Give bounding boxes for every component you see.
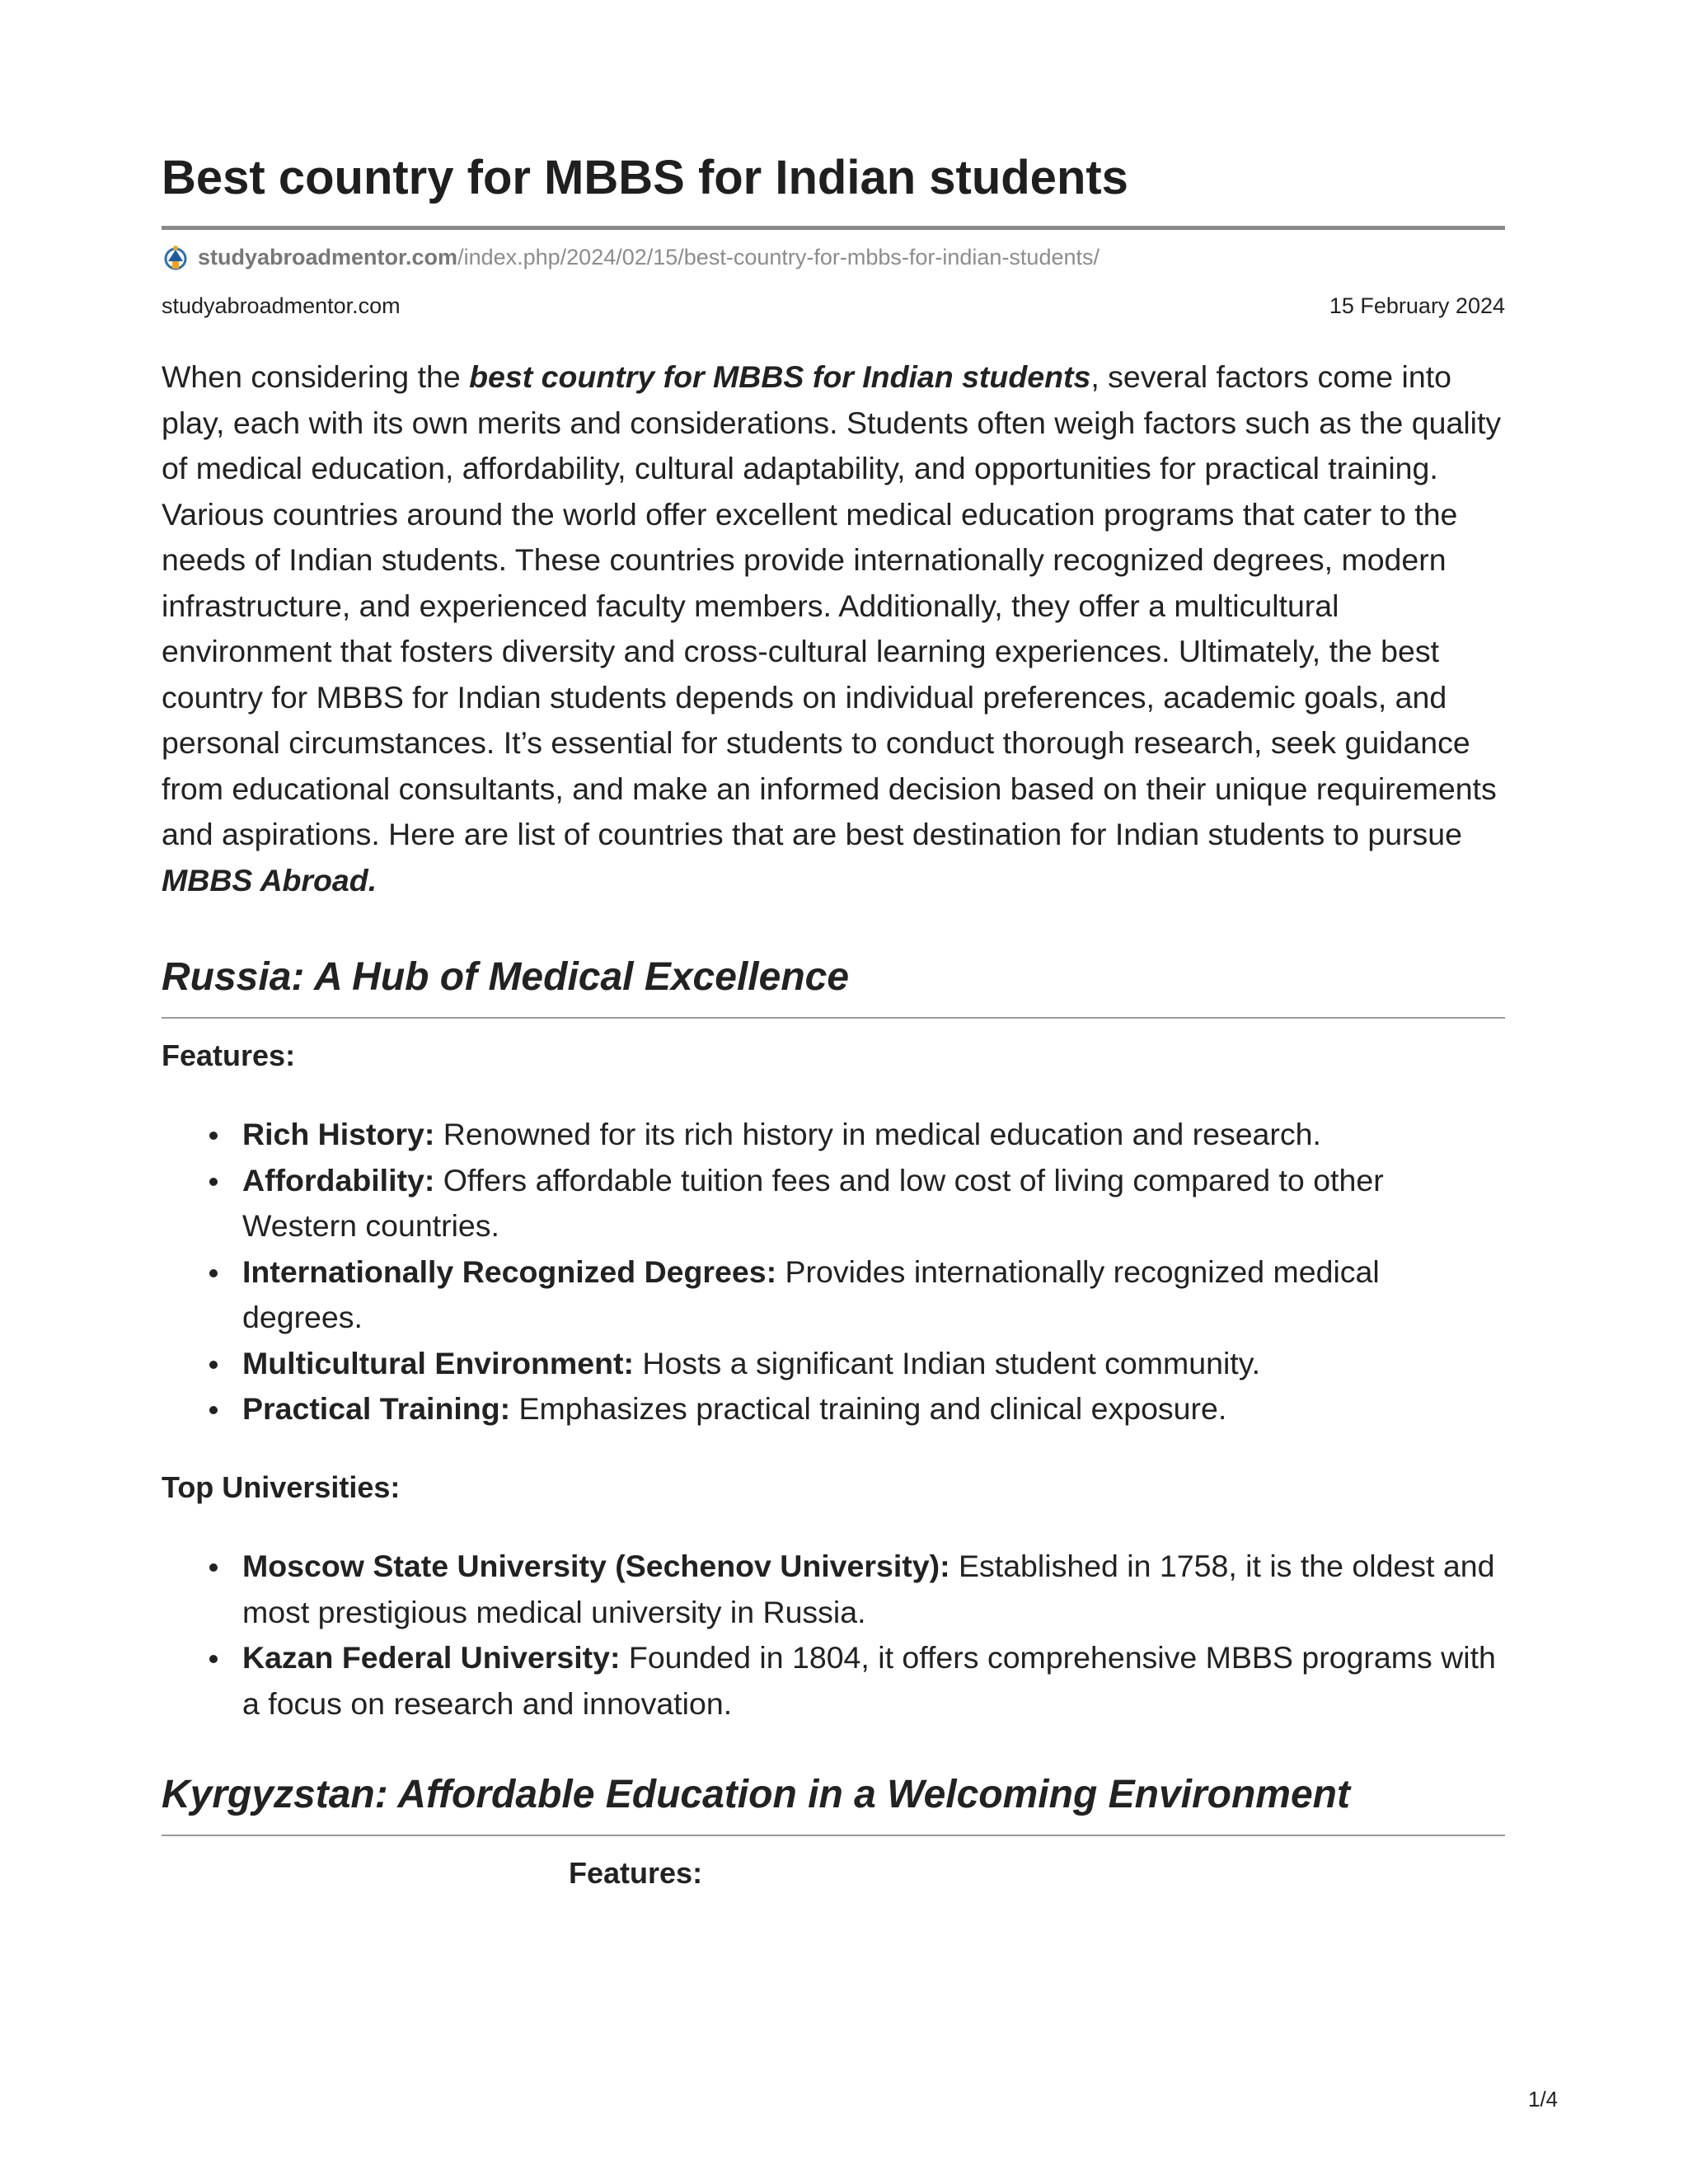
russia-universities-label: Top Universities: bbox=[162, 1470, 401, 1504]
list-item-text: Offers affordable tuition fees and low cost of living compared to other Western countries. bbox=[242, 1162, 1384, 1243]
list-item-term: Multicultural Environment: bbox=[242, 1345, 635, 1380]
list-item-term: Practical Training: bbox=[242, 1391, 511, 1426]
kyrgyzstan-heading: Kyrgyzstan: Affordable Education in a Welcoming Environment bbox=[162, 1773, 1350, 1816]
title-divider bbox=[162, 226, 1505, 230]
list-item-text: Provides internationally recognized medical degrees. bbox=[242, 1254, 1380, 1334]
list-item-term: Moscow State University (Sechenov University): bbox=[242, 1549, 950, 1583]
intro-body: , several factors come into play, each with its own merits and considerations. Students often weigh factors such as the quality of medical education, affordability, cultural adaptability, and opportunities for practical training. Various countries around the world offer excellent medical education programs that cater to the needs of Indian students. These countries provide internationally recognized degrees, modern infrastructure, and experienced faculty members. Additionally, they offer a multicultural environment that fosters diversity and cross-cultural learning experiences. Ultimately, the best country for MBBS for Indian students depends on individual preferences, academic goals, and personal circumstances. It’s essential for students to conduct thorough research, seek guidance from educational consultants, and make an informed decision based on their unique requirements and aspirations. Here are list of countries that are best destination for Indian students to pursue bbox=[162, 359, 1502, 851]
list-item bbox=[162, 1635, 1505, 1727]
list-item-text: Renowned for its rich history in medical education and research. bbox=[434, 1117, 1321, 1151]
list-item bbox=[162, 1112, 1505, 1158]
publish-date: 15 February 2024 bbox=[1329, 293, 1505, 318]
list-item-term: Kazan Federal University: bbox=[242, 1640, 621, 1675]
kyrgyzstan-heading-divider bbox=[162, 1835, 1505, 1836]
article-meta bbox=[162, 293, 1505, 319]
list-item-text: Founded in 1804, it offers comprehensive MBBS programs with a focus on research and innovation. bbox=[242, 1640, 1496, 1721]
source-domain[interactable]: studyabroadmentor.com bbox=[198, 244, 458, 269]
list-item-term: Rich History: bbox=[242, 1117, 435, 1151]
list-item bbox=[162, 1544, 1505, 1635]
russia-universities-list bbox=[162, 1544, 1505, 1727]
source-url[interactable] bbox=[162, 241, 1100, 274]
russia-features-list bbox=[162, 1112, 1505, 1432]
russia-heading: Russia: A Hub of Medical Excellence bbox=[162, 955, 850, 999]
intro-mbbs-abroad: MBBS Abroad. bbox=[162, 862, 377, 898]
intro-keyword: best country for MBBS for Indian students bbox=[469, 359, 1091, 394]
list-item-text: Hosts a significant Indian student community. bbox=[634, 1345, 1261, 1380]
site-logo-icon bbox=[162, 243, 190, 271]
page-number: 1/4 bbox=[1528, 2087, 1559, 2111]
intro-lead: When considering the bbox=[162, 359, 470, 394]
russia-features-label: Features: bbox=[162, 1038, 296, 1072]
list-item-text: Emphasizes practical training and clinical exposure. bbox=[510, 1391, 1227, 1426]
site-name: studyabroadmentor.com bbox=[162, 293, 401, 318]
list-item bbox=[162, 1158, 1505, 1249]
page-title: Best country for MBBS for Indian students bbox=[162, 151, 1128, 204]
list-item-term: Affordability: bbox=[242, 1162, 435, 1197]
list-item-text: Established in 1758, it is the oldest and most prestigious medical university in Russia. bbox=[242, 1549, 1495, 1629]
list-item bbox=[162, 1386, 1505, 1432]
intro-paragraph bbox=[162, 354, 1505, 903]
kyrgyzstan-features-label: Features: bbox=[569, 1856, 703, 1890]
source-path[interactable]: /index.php/2024/02/15/best-country-for-mbbs-for-indian-students/ bbox=[457, 244, 1100, 269]
list-item bbox=[162, 1249, 1505, 1341]
russia-heading-divider bbox=[162, 1017, 1505, 1019]
list-item-term: Internationally Recognized Degrees: bbox=[242, 1254, 777, 1289]
list-item bbox=[162, 1341, 1505, 1387]
